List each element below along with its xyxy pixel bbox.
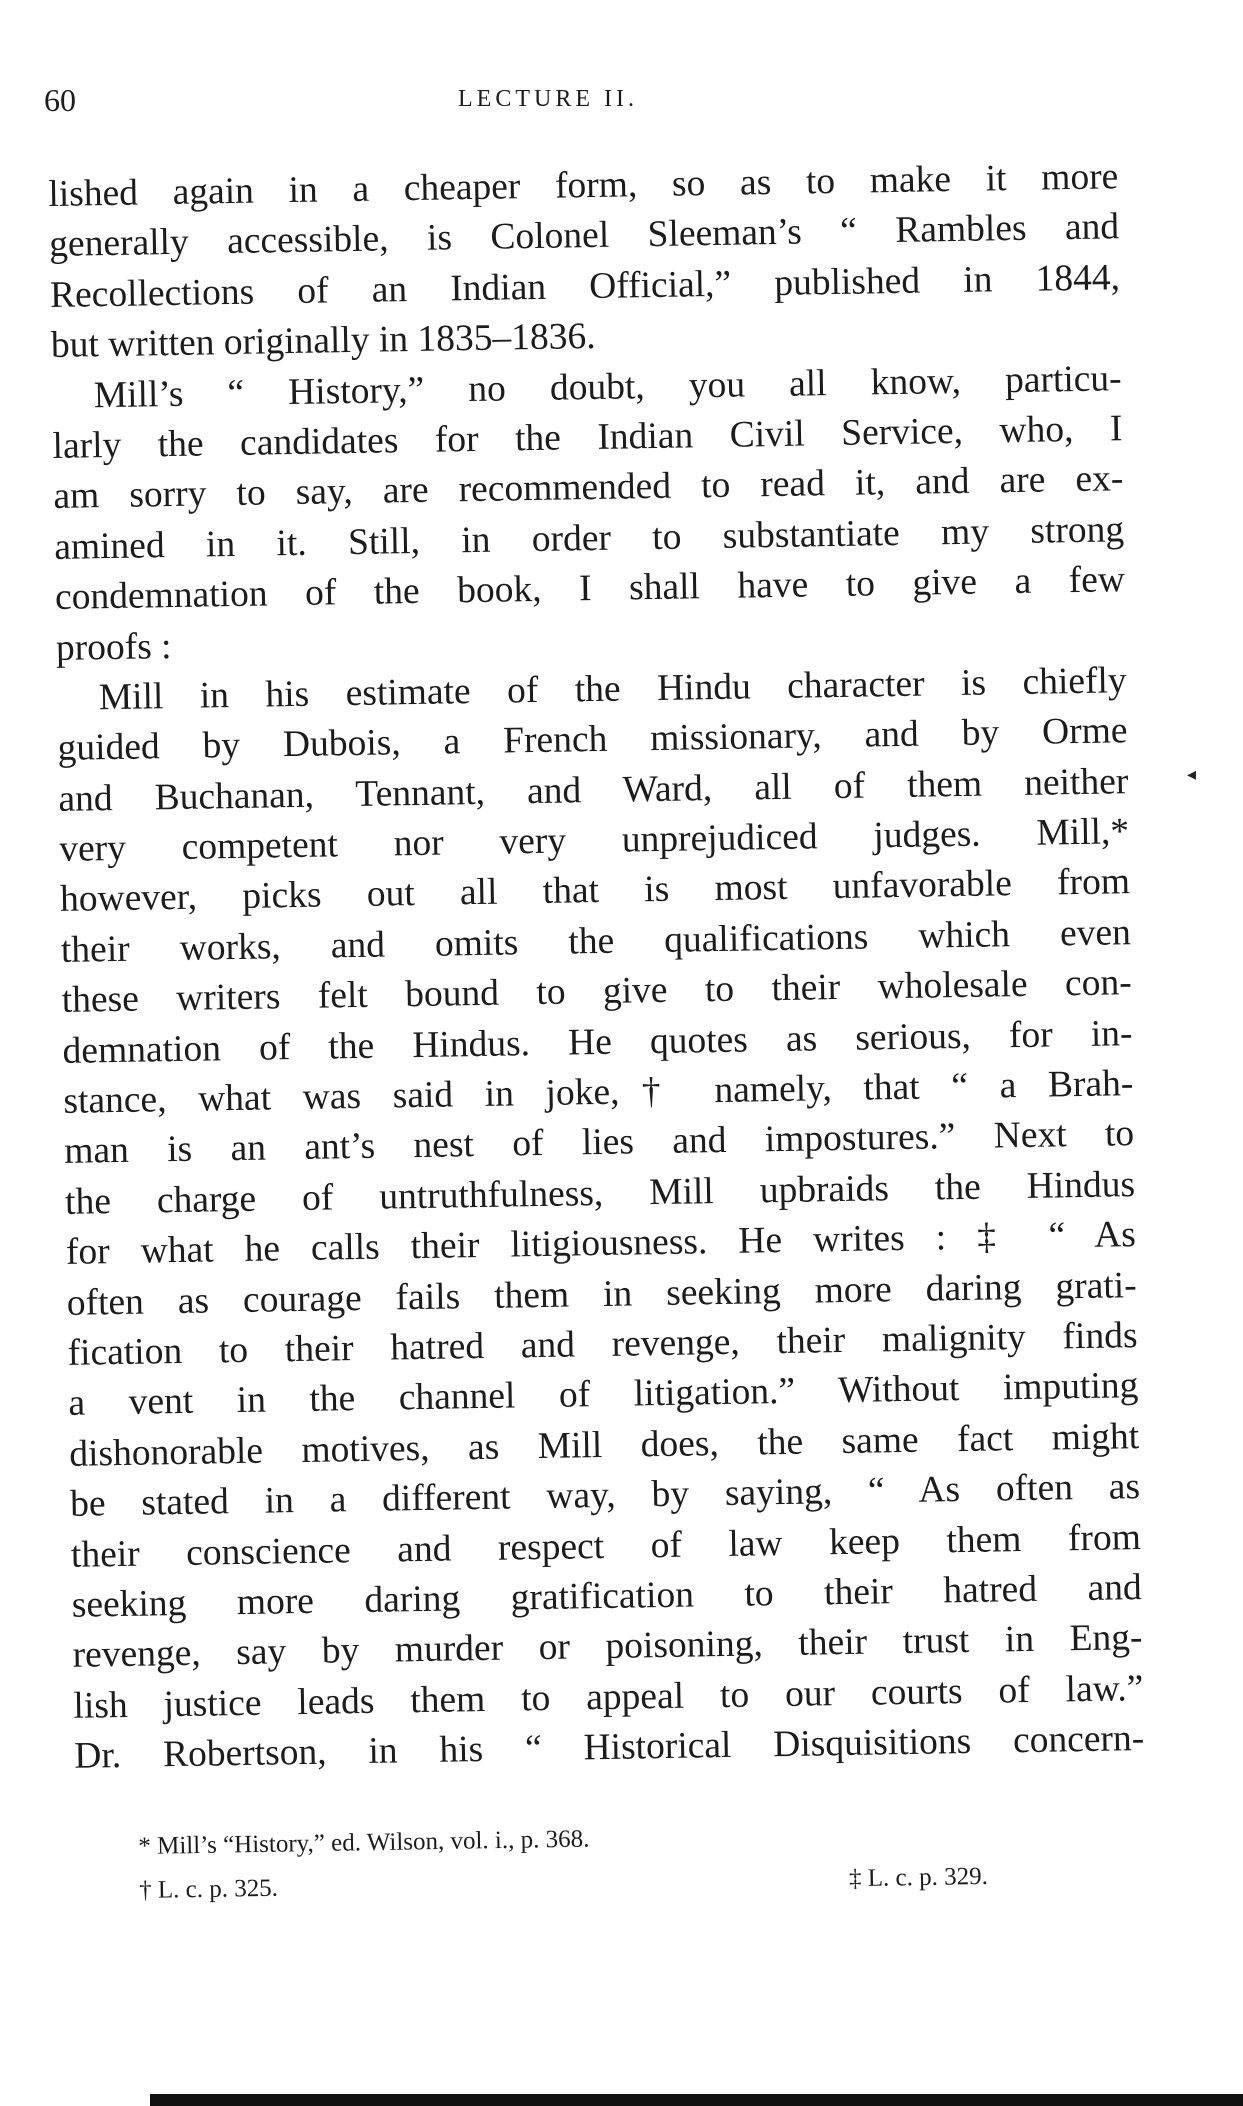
text-line: lish justice leads them to appeal to our courts of law.” bbox=[73, 1667, 1144, 1727]
body-text bbox=[48, 152, 1145, 1782]
text-line: for what he calls their litigiousness. He writes : ‡ “ As bbox=[65, 1214, 1137, 1274]
text-line: a vent in the channel of litigation.” Without imputing bbox=[68, 1365, 1139, 1425]
text-line: generally accessible, is Colonel Sleeman’s “ Rambles and bbox=[48, 206, 1120, 266]
text-line: very competent nor very unprejudiced judges. Mill,* bbox=[58, 811, 1130, 870]
bottom-edge-rule bbox=[150, 2094, 1243, 2106]
text-line: amined in it. Still, in order to substantiate my strong bbox=[53, 508, 1125, 568]
page-header bbox=[44, 82, 1104, 132]
text-line: however, picks out all that is most unfavorable from bbox=[59, 861, 1131, 921]
text-line: guided by Dubois, a French missionary, and by Orme bbox=[57, 710, 1128, 770]
footnote-dagger: † L. c. p. 325. bbox=[138, 1874, 279, 1904]
margin-mark: ◂ bbox=[1187, 764, 1197, 784]
text-line: their conscience and respect of law keep them from bbox=[70, 1516, 1142, 1576]
text-line: Mill in his estimate of the Hindu character is chiefly bbox=[98, 660, 1127, 719]
text-line: often as courage fails them in seeking more daring grati- bbox=[66, 1264, 1137, 1324]
footnotes bbox=[138, 1810, 1069, 1913]
text-line: fication to their hatred and revenge, their malignity finds bbox=[67, 1315, 1138, 1374]
text-line: dishonorable motives, as Mill does, the same fact might bbox=[68, 1415, 1140, 1475]
text-line: their works, and omits the qualifications which even bbox=[60, 912, 1132, 971]
text-line: the charge of untruthfulness, Mill upbraids the Hindus bbox=[64, 1163, 1136, 1223]
page-number: 60 bbox=[44, 82, 76, 118]
text-line: be stated in a different way, by saying, “ As often as bbox=[69, 1466, 1141, 1525]
text-line: Recollections of an Indian Official,” published in 1844, bbox=[49, 257, 1121, 316]
footnote-star: * Mill’s “History,” ed. Wilson, vol. i., p. 368. bbox=[138, 1825, 590, 1860]
text-line: lished again in a cheaper form, so as to make it more bbox=[48, 156, 1119, 215]
running-title: LECTURE II. bbox=[458, 86, 638, 112]
text-line: but written originally in 1835–1836. bbox=[50, 316, 596, 367]
text-line: condemnation of the book, I shall have to give a few bbox=[54, 559, 1126, 619]
footnote-double-dagger: ‡ L. c. p. 329. bbox=[848, 1862, 989, 1893]
text-line: man is an ant’s nest of lies and impostures.” Next to bbox=[63, 1113, 1135, 1173]
text-line: Mill’s “ History,” no doubt, you all know, particu- bbox=[93, 357, 1122, 416]
text-line: revenge, say by murder or poisoning, their trust in Eng- bbox=[72, 1617, 1143, 1677]
text-line: and Buchanan, Tennant, and Ward, all of them neither bbox=[58, 760, 1129, 820]
text-line: am sorry to say, are recommended to read it, and are ex- bbox=[53, 458, 1124, 518]
text-line: larly the candidates for the Indian Civil Service, who, I bbox=[52, 408, 1123, 467]
text-line: these writers felt bound to give to their wholesale con- bbox=[61, 962, 1132, 1022]
text-line: proofs : bbox=[55, 625, 172, 669]
text-line: seeking more daring gratification to their hatred and bbox=[71, 1567, 1142, 1626]
text-line: stance, what was said in joke,† namely, that “ a Brah- bbox=[63, 1063, 1134, 1122]
text-line: Dr. Robertson, in his “ Historical Disquisitions concern- bbox=[73, 1718, 1145, 1777]
text-line: demnation of the Hindus. He quotes as serious, for in- bbox=[62, 1012, 1133, 1072]
